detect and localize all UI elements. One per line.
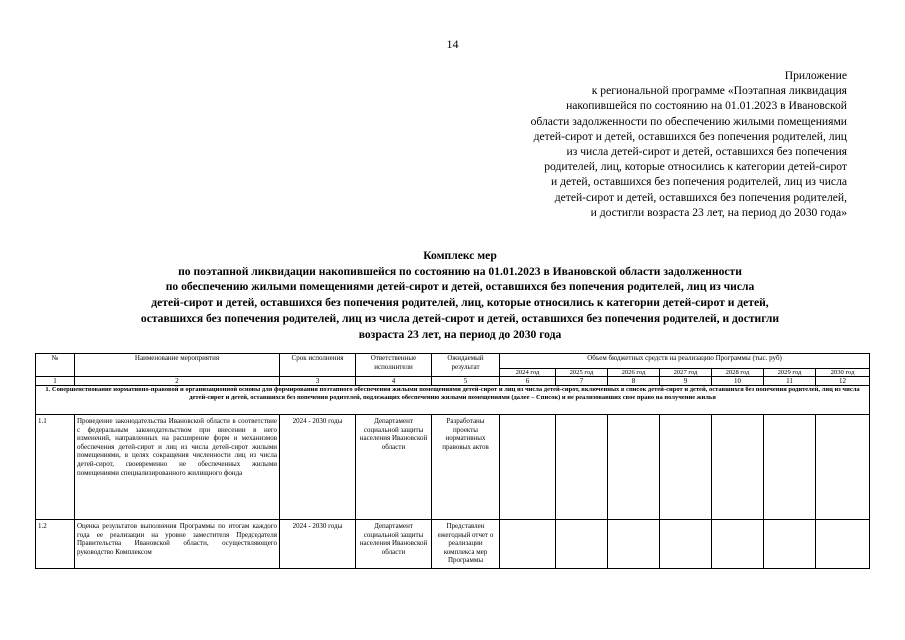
- title-line: по обеспечению жилыми помещениями детей-сирот и детей, оставшихся без попечения родителей, лиц из числа: [165, 280, 755, 294]
- header-year: 2028 год: [712, 369, 764, 377]
- column-number: 10: [712, 377, 764, 386]
- appendix-line: и достигли возраста 23 лет, на период до 2030 года»: [590, 205, 847, 219]
- column-number: 12: [816, 377, 870, 386]
- row-result: Разработаны проекты нормативных правовых актов: [432, 415, 500, 520]
- budget-cell: [764, 520, 816, 569]
- budget-cell: [712, 520, 764, 569]
- title-line: возраста 23 лет, на период до 2030 года: [358, 327, 562, 341]
- row-responsible: Департамент социальной защиты населения Ивановской области: [356, 415, 432, 520]
- row-num: 1.1: [36, 415, 75, 520]
- appendix-line: накопившейся по состоянию на 01.01.2023 в Ивановской: [566, 99, 847, 113]
- table-row: [36, 415, 870, 520]
- row-num: 1.2: [36, 520, 75, 569]
- budget-cell: [500, 520, 556, 569]
- appendix-line: области задолженности по обеспечению жилыми помещениями: [530, 114, 847, 128]
- appendix-line: детей-сирот и детей, оставшихся без попечения родителей, лиц: [533, 129, 847, 143]
- appendix-line: из числа детей-сирот и детей, оставшихся без попечения: [566, 145, 847, 159]
- title-line: по поэтапной ликвидации накопившейся по состоянию на 01.01.2023 в Ивановской области задолженности: [178, 264, 742, 278]
- document-title: [95, 248, 825, 342]
- column-number: 3: [280, 377, 356, 386]
- budget-cell: [660, 415, 712, 520]
- column-number: 11: [764, 377, 816, 386]
- budget-cell: [816, 520, 870, 569]
- row-name: Проведение законодательства Ивановской области в соответствие с федеральным законодательством при внесении в него изменений, направленных на расширение форм и механизмов обеспечения детей-сирот и лиц из числа детей-сирот жилыми помещениями, в целях сокращения численности лиц из числа детей-сирот, своевременно не обеспеченных жилыми помещениями специализированного жилищного фонда: [75, 415, 280, 520]
- row-name: Оценка результатов выполнения Программы по итогам каждого года ее реализации на уровне заместителя Председателя Правительства Ивановской области, осуществляющего руководство Комплексом: [75, 520, 280, 569]
- budget-cell: [712, 415, 764, 520]
- budget-cell: [608, 520, 660, 569]
- header-year: 2029 год: [764, 369, 816, 377]
- title-line: детей-сирот и детей, оставшихся без попечения родителей, лиц, которые относились к категории детей-сирот и детей,: [151, 296, 769, 310]
- header-year: 2024 год: [500, 369, 556, 377]
- title-line: Комплекс мер: [423, 249, 497, 262]
- column-number: 6: [500, 377, 556, 386]
- header-year: 2027 год: [660, 369, 712, 377]
- budget-cell: [816, 415, 870, 520]
- header-year: 2026 год: [608, 369, 660, 377]
- column-number: 1: [36, 377, 75, 386]
- section-title: 1. Совершенствование нормативно-правовой и организационной основы для формирования поэтапного обеспечения жилыми помещениями детей-сирот и лиц из числа детей-сирот, включенных в список детей-сирот и детей, оставшихся без попечения родителей, лиц из числа детей-сирот и детей, оставшихся без попечения родителей, подлежащих обеспечению жилыми помещениями (далее – Список) и не реализовавших свое право на получение жилья: [36, 386, 870, 415]
- row-result: Представлен ежегодный отчет о реализации комплекса мер Программы: [432, 520, 500, 569]
- title-line: оставшихся без попечения родителей, лиц из числа детей-сирот и детей, оставшихся без попечения родителей, и достигли: [140, 311, 780, 325]
- appendix-line: к региональной программе «Поэтапная ликвидация: [591, 84, 847, 98]
- column-number: 2: [75, 377, 280, 386]
- budget-cell: [556, 415, 608, 520]
- header-num: №: [36, 354, 75, 377]
- appendix-note: [467, 68, 847, 220]
- header-term: Срок исполнения: [280, 354, 356, 377]
- column-number: 8: [608, 377, 660, 386]
- column-number: 4: [356, 377, 432, 386]
- budget-cell: [764, 415, 816, 520]
- row-responsible: Департамент социальной защиты населения Ивановской области: [356, 520, 432, 569]
- budget-cell: [660, 520, 712, 569]
- header-result: Ожидаемый результат: [432, 354, 500, 377]
- budget-cell: [556, 520, 608, 569]
- column-number: 5: [432, 377, 500, 386]
- page-number: 14: [446, 37, 459, 51]
- column-number: 7: [556, 377, 608, 386]
- table-header-row: [36, 354, 870, 369]
- header-year: 2025 год: [556, 369, 608, 377]
- budget-cell: [608, 415, 660, 520]
- budget-cell: [500, 415, 556, 520]
- appendix-line: родителей, лиц, которые относились к категории детей-сирот: [544, 160, 847, 174]
- column-number-row: [36, 377, 870, 386]
- table-row: [36, 520, 870, 569]
- appendix-line: детей-сирот и детей, оставшихся без попечения родителей,: [554, 190, 847, 204]
- header-year: 2030 год: [816, 369, 870, 377]
- section-row: [36, 386, 870, 415]
- column-number: 9: [660, 377, 712, 386]
- header-name: Наименование мероприятия: [75, 354, 280, 377]
- header-budget: Объем бюджетных средств на реализацию Программы (тыс. руб): [500, 354, 870, 369]
- appendix-line: Приложение: [784, 69, 847, 82]
- header-responsible: Ответственные исполнители: [356, 354, 432, 377]
- row-term: 2024 - 2030 годы: [280, 415, 356, 520]
- appendix-line: и детей, оставшихся без попечения родителей, лиц из числа: [551, 175, 847, 189]
- row-term: 2024 - 2030 годы: [280, 520, 356, 569]
- measures-table: [35, 353, 870, 569]
